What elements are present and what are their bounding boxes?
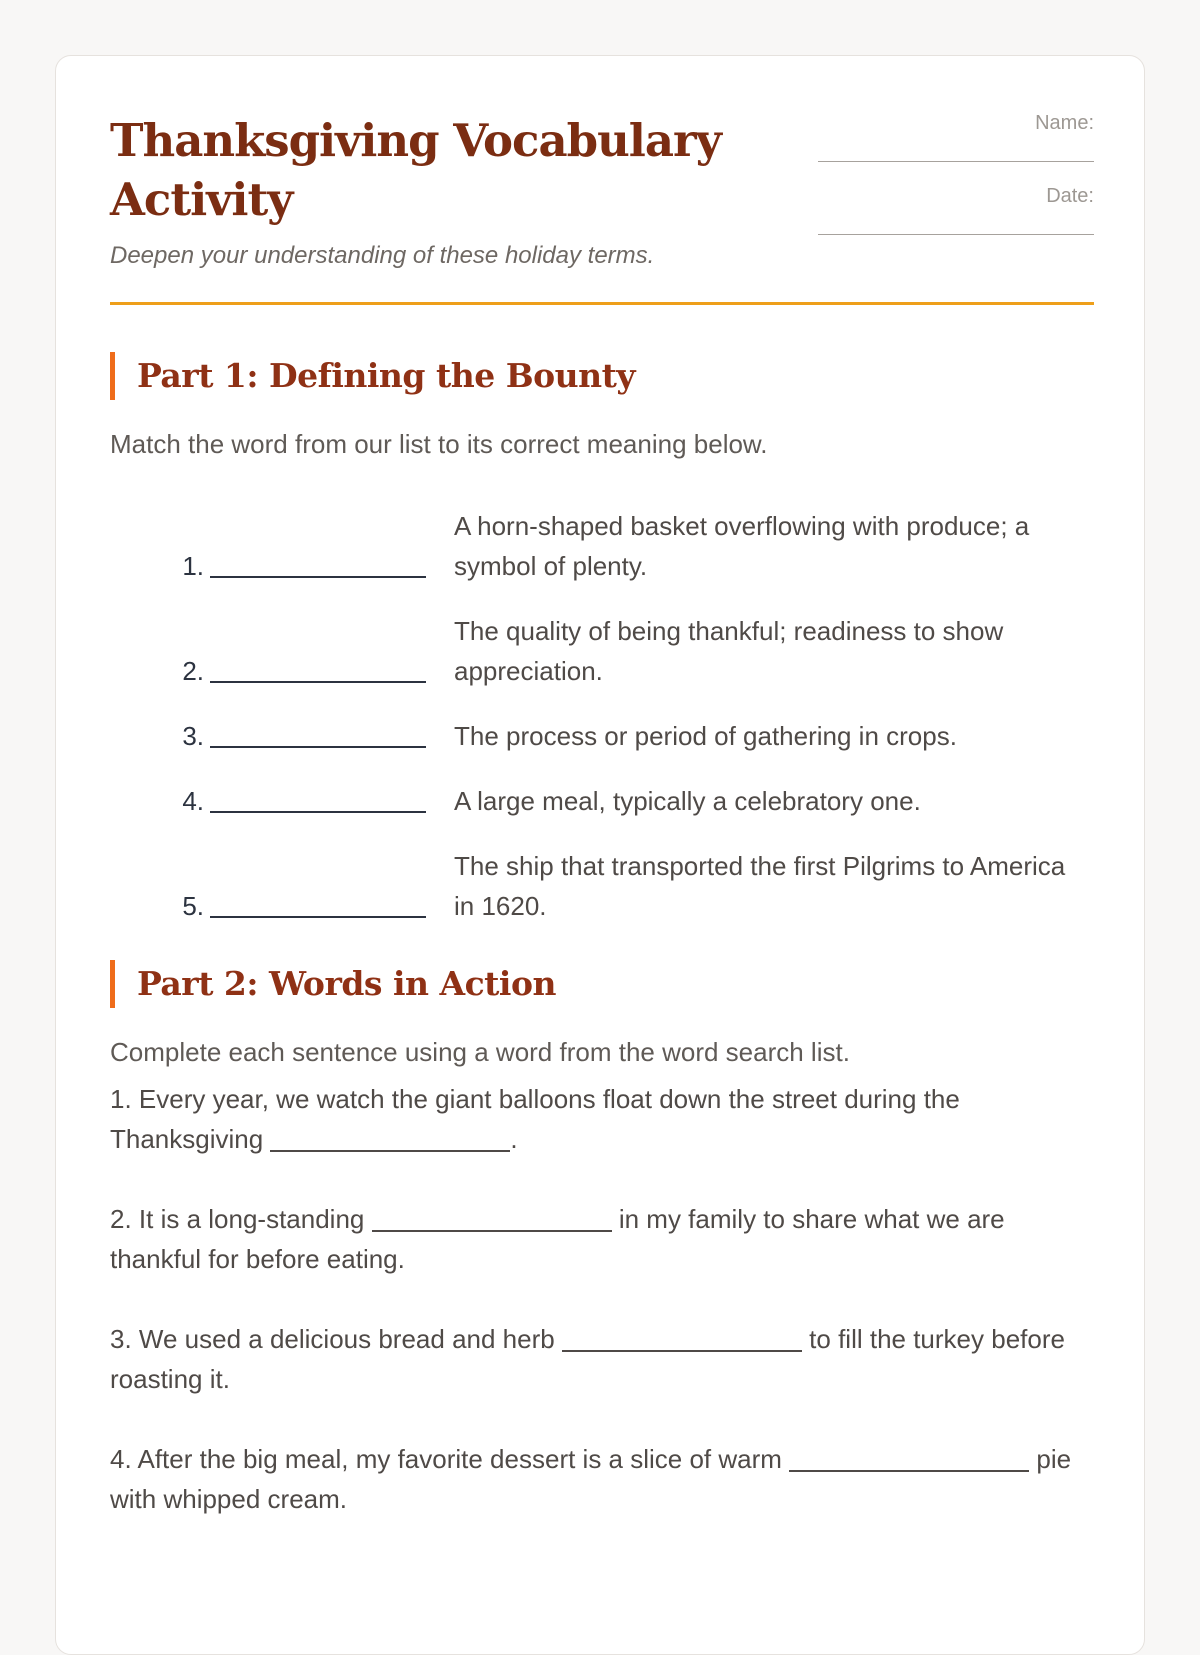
match-number: 3.	[182, 721, 204, 751]
header-divider	[110, 302, 1094, 305]
sentence-list	[110, 1079, 1094, 1559]
answer-blank[interactable]	[210, 916, 426, 918]
part2-title: Part 2: Words in Action	[110, 960, 556, 1008]
matching-list	[110, 506, 1094, 951]
sentence-blank[interactable]	[372, 1230, 612, 1232]
sentence-item	[110, 1439, 1094, 1519]
match-item	[110, 506, 1094, 586]
match-item	[110, 781, 1094, 821]
match-number: 1.	[182, 551, 204, 581]
sentence-text-after: .	[510, 1124, 518, 1154]
match-definition: A horn-shaped basket overflowing with produce; a symbol of plenty.	[454, 511, 1030, 581]
sentence-blank[interactable]	[562, 1350, 802, 1352]
match-definition: The process or period of gathering in crops.	[454, 721, 957, 751]
answer-blank[interactable]	[210, 746, 426, 748]
sentence-text-after: in my family to share what we are thankful for before eating.	[110, 1204, 1005, 1274]
name-date-fields	[818, 111, 1094, 257]
match-number: 4.	[182, 786, 204, 816]
match-item	[110, 611, 1094, 691]
part1-title: Part 1: Defining the Bounty	[110, 352, 635, 400]
match-item	[110, 716, 1094, 756]
match-definition: A large meal, typically a celebratory one.	[454, 786, 921, 816]
name-field[interactable]	[818, 161, 1094, 162]
sentence-item	[110, 1079, 1094, 1159]
sentence-text-after: pie with whipped cream.	[110, 1444, 1072, 1514]
sentence-text-before: 1. Every year, we watch the giant balloons float down the street during the Thanksgiving	[110, 1084, 960, 1154]
sentence-text-after: to fill the turkey before roasting it.	[110, 1324, 1065, 1394]
date-field[interactable]	[818, 234, 1094, 235]
sentence-item	[110, 1199, 1094, 1279]
sentence-text-before: 4. After the big meal, my favorite dessert is a slice of warm	[110, 1444, 790, 1474]
sentence-blank[interactable]	[270, 1150, 510, 1152]
sentence-text-before: 3. We used a delicious bread and herb	[110, 1324, 562, 1354]
part1-instruction: Match the word from our list to its correct meaning below.	[110, 429, 768, 459]
worksheet-card	[55, 55, 1145, 1655]
answer-blank[interactable]	[210, 811, 426, 813]
sentence-item	[110, 1319, 1094, 1399]
answer-blank[interactable]	[210, 681, 426, 683]
match-definition: The quality of being thankful; readiness to show appreciation.	[454, 616, 1004, 686]
answer-blank[interactable]	[210, 576, 426, 578]
match-number: 5.	[182, 891, 204, 921]
worksheet-subtitle: Deepen your understanding of these holiday terms.	[110, 242, 655, 269]
match-number: 2.	[182, 656, 204, 686]
name-label: Name:	[1035, 112, 1094, 134]
sentence-blank[interactable]	[789, 1470, 1029, 1472]
date-label: Date:	[1046, 185, 1094, 207]
match-definition: The ship that transported the first Pilgrims to America in 1620.	[454, 851, 1066, 921]
match-item	[110, 846, 1094, 926]
sentence-text-before: 2. It is a long-standing	[110, 1204, 372, 1234]
worksheet-header	[110, 111, 1094, 271]
worksheet-title: Thanksgiving Vocabulary Activity	[110, 114, 721, 226]
part2-instruction: Complete each sentence using a word from the word search list.	[110, 1037, 850, 1067]
